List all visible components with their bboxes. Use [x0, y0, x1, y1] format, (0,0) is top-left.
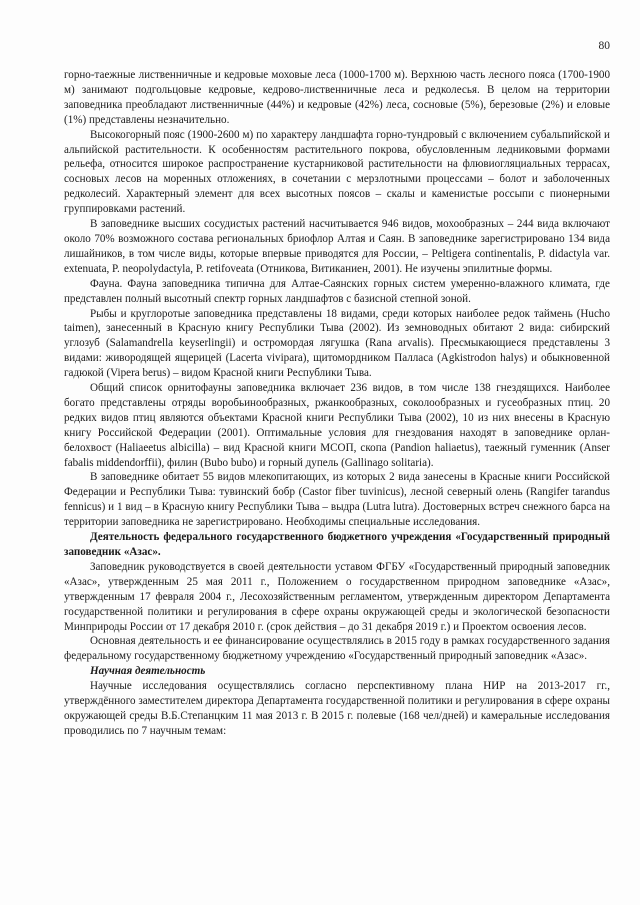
paragraph-funding: Основная деятельность и ее финансирование осуществлялись в 2015 году в рамках государственного задания федеральному государственному бюджетному учреждению «Государственный природный заповедник «Азас». [64, 635, 610, 663]
paragraph-fish-amphibians: Рыбы и круглоротые заповедника представлены 18 видами, среди которых наиболее редок таймень (Hucho taimen), занесенный в Красную книгу Республики Тыва (2002). Из земноводных обитают 2 вида: сибирский углозуб (Salamandrella keyserlingii) и остромордая лягушка (Rana arvalis). Пресмыкающиеся представлены 3 видами: живородящей ящерицей (Lacerta vivipara), щитомордником Палласа (Agkistrodon halys) и обыкновенной гадюкой (Vipera berus) – видом Красной книги Республики Тыва. [64, 307, 610, 380]
paragraph-alpine-belt: Высокогорный пояс (1900-2600 м) по характеру ландшафта горно-тундровый с включением субальпийской и альпийской растительности. К особенностям растительного покрова, обусловленным ледниковыми формами рельефа, относится широкое распространение кустарниковой растительности на флювиогляциальных террасах, сосновых лесов на моренных отложениях, в сочетании с мерзлотными процессами – болот и заболоченных редколесий. Характерный элемент для всех высотных поясов – скалы и каменистые россыпи с пионерными группировками растений. [64, 128, 610, 216]
paragraph-fauna: Фауна. Фауна заповедника типична для Алтае-Саянских горных систем умеренно-влажного климата, где представлен полный высотный спектр горных ландшафтов с базисной степной зоной. [64, 277, 610, 305]
body-text [64, 68, 610, 739]
section-heading-activity: Деятельность федерального государственного бюджетного учреждения «Государственный природный заповедник «Азас». [64, 531, 610, 558]
paragraph-research: Научные исследования осуществлялись согласно перспективному плана НИР на 2013-2017 гг., утверждённого заместителем директора Департамента государственной политики и регулирования в сфере охраны окружающей среды В.Б.Степанцким 11 мая 2013 г. В 2015 г. полевые (168 чел/дней) и камеральные исследования проводились по 7 научным темам: [64, 680, 610, 737]
section-heading-science: Научная деятельность [90, 665, 206, 678]
paragraph-flora: В заповеднике высших сосудистых растений насчитывается 946 видов, мохообразных – 244 вида включают около 70% возможного состава региональных бриофлор Алтая и Саян. В заповеднике зарегистрировано 134 вида лишайников, в том числе виды, которые впервые приводятся для России, – Peltigera continentalis, P. didactyla var. extenuata, P. neopolydactyla, P. retifoveata (Отникова, Витиканиен, 2001). Не изучены эпилитные формы. [64, 218, 610, 275]
paragraph-forest-belts: горно-таежные лиственничные и кедровые моховые леса (1000-1700 м). Верхнюю часть лесного пояса (1700-1900 м) занимают подгольцовые кедровые, кедрово-лиственничные леса и редколесья. В целом на территории заповедника преобладают лиственничные (44%) и кедровые (42%) леса, сосновые (5%), березовые (2%) и еловые (1%) представлены незначительно. [64, 69, 610, 126]
paragraph-charter: Заповедник руководствуется в своей деятельности уставом ФГБУ «Государственный природный заповедник «Азас», утвержденным 25 мая 2011 г., Положением о государственном природном заповеднике «Азас», утвержденным 17 февраля 2004 г., Лесохозяйственным регламентом, утвержденным директором Департамента государственной политики и регулирования в сфере охраны окружающей среды и экологической безопасности Минприроды России от 17 декабря 2010 г. (срок действия – до 31 декабря 2019 г.) и Проектом освоения лесов. [64, 560, 610, 633]
paragraph-birds: Общий список орнитофауны заповедника включает 236 видов, в том числе 138 гнездящихся. Наиболее богато представлены отряды воробьинообразных, ржанкообразных, соколообразных и гусеобразных птиц. 20 редких видов птиц являются объектами Красной книги Республики Тыва (2002), 10 из них внесены в Красную книгу Российской Федерации (2001). Оптимальные условия для гнездования находят в заповеднике орлан-белохвост (Haliaeetus albicilla) – вид Красной книги МСОП, скопа (Pandion haliaetus), таежный гуменник (Anser fabalis middendorffii), филин (Bubo bubo) и горный дупель (Gallinago solitaria). [64, 382, 610, 469]
paragraph-mammals: В заповеднике обитает 55 видов млекопитающих, из которых 2 вида занесены в Красные книги Российской Федерации и Республики Тыва: тувинский бобр (Castor fiber tuvinicus), лесной северный олень (Rangifer tarandus fennicus) и 1 вид – в Красную книгу Республики Тыва – выдра (Lutra lutra). Достоверных встреч снежного барса на территории заповедника не зарегистрировано. Необходимы специальные исследования. [64, 471, 610, 529]
page-number: 80 [598, 40, 610, 52]
